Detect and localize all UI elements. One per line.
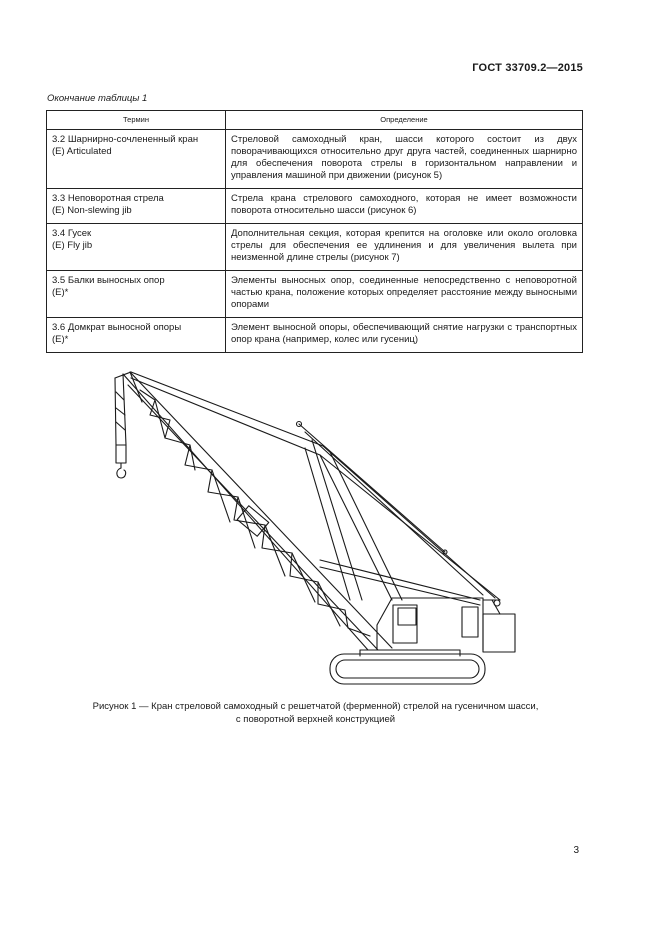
term-cell xyxy=(47,130,226,189)
definition-cell: Стрела крана стрелового самоходного, которая не имеет возможности поворота относительно шасси (рисунок 6) xyxy=(226,189,583,224)
pendant-ropes xyxy=(131,372,500,600)
term-name: 3.6 Домкрат выносной опоры xyxy=(52,322,182,333)
column-header-definition: Определение xyxy=(226,111,583,130)
lattice-jib xyxy=(123,372,392,650)
column-header-term: Термин xyxy=(47,111,226,130)
crawler-crane-illustration xyxy=(0,360,661,690)
standard-code: ГОСТ 33709.2—2015 xyxy=(472,62,583,74)
terms-table xyxy=(46,110,583,353)
hook-block xyxy=(116,445,126,478)
crawler-track xyxy=(330,650,485,684)
term-english: (E) Fly jib xyxy=(52,240,93,251)
table-caption: Окончание таблицы 1 xyxy=(47,93,148,104)
term-english: (E)* xyxy=(52,287,69,298)
term-cell xyxy=(47,318,226,353)
definition-cell: Дополнительная секция, которая крепится на оголовке или около оголовка стрелы для обеспечения ее удлинения и для увеличения вылета при неизменной длине стрелы (рисунок 7) xyxy=(226,224,583,271)
page-number: 3 xyxy=(573,845,579,856)
figure-caption xyxy=(48,700,583,726)
definition-cell: Элемент выносной опоры, обеспечивающий снятие нагрузки с транспортных опор крана (например, колес или гусениц) xyxy=(226,318,583,353)
term-cell xyxy=(47,189,226,224)
term-english: (E) Articulated xyxy=(52,146,112,157)
term-cell xyxy=(47,271,226,318)
term-name: 3.4 Гусек xyxy=(52,228,92,239)
definition-cell: Элементы выносных опор, соединенные непосредственно с неповоротной частью крана, положение которых определяет расстояние между выносными опорами xyxy=(226,271,583,318)
definition-cell: Стреловой самоходный кран, шасси которого состоит из двух поворачивающихся относительно друг друга частей, соединенных шарнирно для обеспечения поворота стрелы в горизонтальном направлении и управления машиной при движении (рисунок 5) xyxy=(226,130,583,189)
table-row xyxy=(47,130,583,189)
machinery-house xyxy=(377,598,515,652)
figure-caption-line: Рисунок 1 — Кран стреловой самоходный с решетчатой (ферменной) стрелой на гусеничном шасси, xyxy=(92,701,539,712)
figure-caption-line: с поворотной верхней конструкцией xyxy=(235,714,396,725)
term-cell xyxy=(47,224,226,271)
term-name: 3.2 Шарнирно-сочлененный кран xyxy=(52,134,199,145)
table-row xyxy=(47,271,583,318)
table-row xyxy=(47,224,583,271)
term-english: (E) Non-slewing jib xyxy=(52,205,132,216)
table-header-row xyxy=(47,111,583,130)
fly-jib xyxy=(115,372,131,445)
table-row xyxy=(47,318,583,353)
term-english: (E)* xyxy=(52,334,69,345)
term-name: 3.3 Неповоротная стрела xyxy=(52,193,164,204)
term-name: 3.5 Балки выносных опор xyxy=(52,275,165,286)
table-row xyxy=(47,189,583,224)
